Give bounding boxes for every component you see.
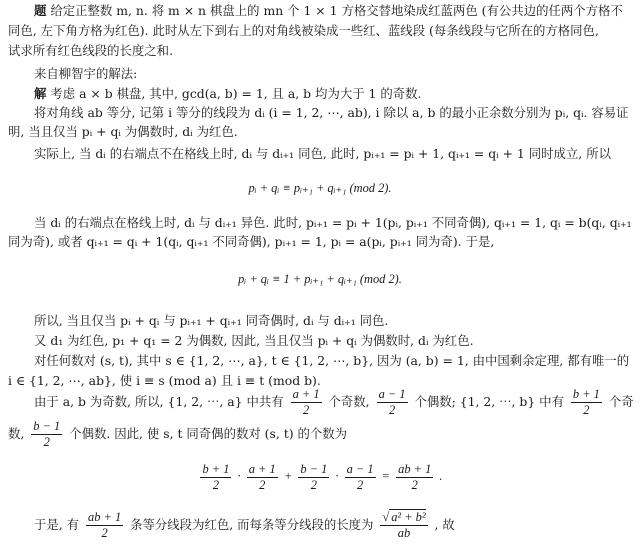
- fraction-denominator: 2: [101, 526, 108, 540]
- fraction-numerator: ab + 1: [88, 510, 122, 524]
- solution-line-10: i ∈ {1, 2, ⋯, ab}, 使 i ≡ s (mod a) 且 i ≡ t (mod b).: [8, 373, 321, 388]
- fraction-numerator: b − 1: [33, 419, 61, 433]
- solution-line-8: 又 d₁ 为红色, p₁ + q₁ = 2 为偶数, 因此, 当且仅当 pᵢ + qᵢ 为偶数时, dᵢ 为红色.: [34, 333, 474, 348]
- solution-line-12-part-a: 数,: [8, 426, 25, 441]
- solution-line-12-part-b: 个偶数. 因此, 使 s, t 同奇偶的数对 (s, t) 的个数为: [69, 426, 348, 441]
- fraction-denominator: 2: [43, 435, 50, 449]
- fraction-a-plus-1-over-2: [291, 387, 322, 418]
- problem-line-3: 试求所有红色线段的长度之和.: [8, 43, 174, 58]
- equation-1: pᵢ + qᵢ ≡ pᵢ₊₁ + qᵢ₊₁ (mod 2).: [248, 181, 392, 195]
- eq3-dot-1: ·: [237, 469, 241, 483]
- fraction-denominator: 2: [356, 477, 364, 492]
- solution-line-13: [34, 508, 455, 542]
- solution-line-6: 同为奇), 或者 qᵢ₊₁ = qᵢ + 1(qᵢ, qᵢ₊₁ 不同奇偶), pᵢ₊₁ = 1, pᵢ = a(pᵢ, pᵢ₊₁ 同为奇). 于是,: [8, 234, 495, 249]
- fraction-numerator: b + 1: [572, 387, 600, 401]
- fraction-denominator: 2: [302, 403, 310, 417]
- solution-label: 解: [34, 86, 47, 101]
- fraction-denominator: 2: [583, 403, 590, 417]
- solution-line-11-part-b: 个奇数,: [328, 394, 370, 409]
- eq3-equals: =: [381, 469, 391, 483]
- solution-text-1: 考虑 a × b 棋盘, 其中, gcd(a, b) = 1, 且 a, b 均为大于 1 的奇数.: [50, 86, 422, 101]
- solution-line-11-part-d: 个奇: [608, 394, 634, 409]
- fraction-ab-plus-1-over-2: [86, 510, 123, 541]
- solution-line-13-part-a: 于是, 有: [34, 517, 80, 532]
- solution-line-13-part-b: 条等分线段为红色, 而每条等分线段的长度为: [130, 517, 374, 532]
- fraction-numerator: [380, 510, 427, 526]
- fraction-denominator: 2: [388, 403, 396, 417]
- eq3-fraction-4: [345, 462, 376, 493]
- fraction-denominator: 2: [259, 477, 266, 492]
- fraction-denominator: 2: [212, 477, 220, 492]
- fraction-b-minus-1-over-2: [31, 419, 62, 450]
- eq3-fraction-1: [200, 462, 231, 493]
- fraction-numerator: a − 1: [378, 387, 406, 401]
- solution-line-13-part-c: , 故: [434, 517, 455, 532]
- eq3-fraction-3: [298, 462, 329, 493]
- solution-line-12: [8, 418, 347, 450]
- solution-line-3: 明, 当且仅当 pᵢ + qᵢ 为偶数时, dᵢ 为红色.: [8, 124, 238, 139]
- problem-text-1: 给定正整数 m, n. 将 m × n 棋盘上的 mn 个 1 × 1 方格交替地染成红蓝两色 (有公共边的任两个方格不: [50, 3, 623, 18]
- fraction-numerator: a − 1: [346, 461, 374, 476]
- fraction-numerator: ab + 1: [398, 461, 432, 476]
- eq3-dot-2: ·: [335, 469, 339, 483]
- fraction-denominator: ab: [397, 526, 411, 540]
- fraction-denominator: 2: [310, 477, 317, 492]
- fraction-numerator: b + 1: [202, 461, 230, 476]
- solution-line-11-part-c: 个偶数; {1, 2, ⋯, b} 中有: [414, 394, 564, 409]
- solution-line-4: 实际上, 当 dᵢ 的右端点不在格线上时, dᵢ 与 dᵢ₊₁ 同色, 此时, pᵢ₊₁ = pᵢ + 1, qᵢ₊₁ = qᵢ + 1 同时成立, 所以: [34, 146, 611, 161]
- solution-line-11: [34, 386, 634, 418]
- eq3-fraction-2: [247, 462, 278, 493]
- solution-line-9: 对任何数对 (s, t), 其中 s ∈ {1, 2, ⋯, a}, t ∈ {1, 2, ⋯, b}, 因为 (a, b) = 1, 由中国剩余定理, 都有唯一的: [34, 353, 630, 368]
- fraction-b-plus-1-over-2: [571, 387, 602, 418]
- problem-label: 题: [34, 3, 47, 18]
- sqrt-symbol: √: [382, 510, 390, 524]
- equation-2: pᵢ + qᵢ ≡ 1 + pᵢ₊₁ + qᵢ₊₁ (mod 2).: [238, 272, 402, 286]
- eq3-plus: +: [283, 469, 293, 483]
- fraction-numerator: b − 1: [300, 461, 328, 476]
- solution-line-2: 将对角线 ab 等分, 记第 i 等分的线段为 dᵢ (i = 1, 2, ⋯, ab), i 除以 a, b 的最小正余数分别为 pᵢ, qᵢ. 容易证: [34, 105, 629, 120]
- solution-line-1: [34, 86, 421, 102]
- fraction-numerator: a + 1: [292, 387, 320, 401]
- fraction-segment-length: [380, 510, 427, 541]
- solution-line-11-part-a: 由于 a, b 为奇数, 所以, {1, 2, ⋯, a} 中共有: [34, 394, 284, 409]
- solution-line-7: 所以, 当且仅当 pᵢ + qᵢ 与 pᵢ₊₁ + qᵢ₊₁ 同奇偶时, dᵢ 与 dᵢ₊₁ 同色.: [34, 313, 389, 328]
- problem-line-2: 同色, 左下角方格为红色). 此时从左下到右上的对角线被染成一些红、蓝线段 (每条线段与它所在的方格同色,: [8, 23, 599, 38]
- equation-3: [0, 460, 640, 493]
- fraction-denominator: 2: [411, 477, 418, 492]
- sqrt-radicand: a² + b²: [391, 510, 426, 524]
- fraction-a-minus-1-over-2: [377, 387, 408, 418]
- eq3-fraction-5: [396, 462, 433, 493]
- eq3-period: .: [439, 469, 443, 483]
- source-line: 来自柳智宇的解法:: [34, 66, 138, 81]
- problem-line-1: [34, 3, 623, 19]
- solution-line-5: 当 dᵢ 的右端点在格线上时, dᵢ 与 dᵢ₊₁ 异色. 此时, pᵢ₊₁ = pᵢ + 1(pᵢ, pᵢ₊₁ 不同奇偶), qᵢ₊₁ = 1, qᵢ = b(qᵢ, qᵢ₊₁: [34, 215, 632, 230]
- fraction-numerator: a + 1: [248, 461, 276, 476]
